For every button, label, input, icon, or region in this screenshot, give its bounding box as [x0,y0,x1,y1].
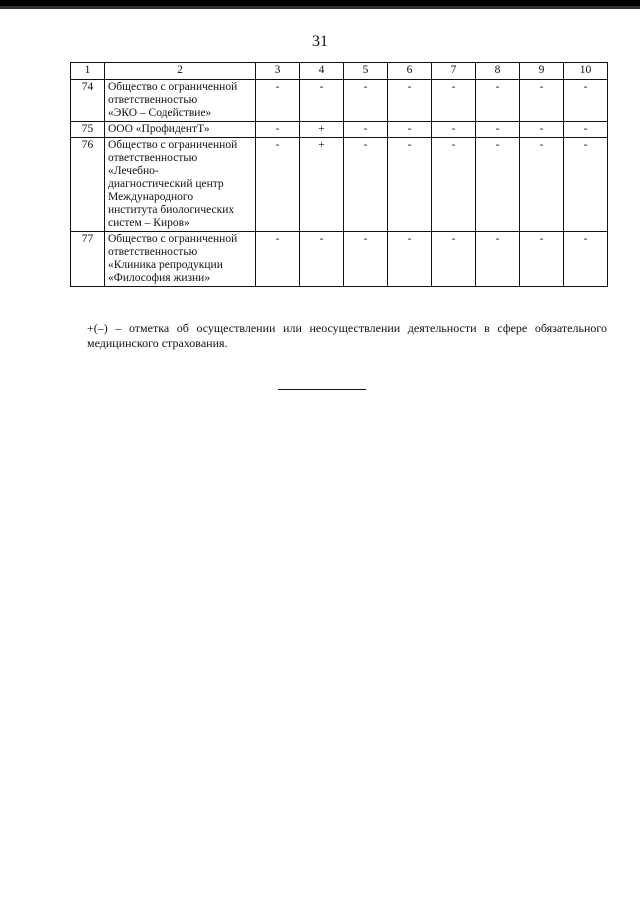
column-header: 9 [520,63,564,80]
column-header: 10 [564,63,608,80]
activity-mark: - [432,232,476,287]
column-header: 6 [388,63,432,80]
column-header: 3 [256,63,300,80]
column-header: 5 [344,63,388,80]
activity-mark: - [300,232,344,287]
activity-mark: - [520,122,564,138]
organization-name: ООО «ПрофидентТ» [105,122,256,138]
activity-mark: - [476,138,520,232]
activity-mark: - [388,138,432,232]
activity-mark: - [564,138,608,232]
row-number: 76 [71,138,105,232]
footnote: +(–) – отметка об осуществлении или неосуществлении деятельности в сфере обязательного медицинского страхования. [87,321,607,350]
column-header: 4 [300,63,344,80]
activity-mark: + [300,122,344,138]
activity-mark: - [432,80,476,122]
activity-mark: - [256,122,300,138]
activity-mark: - [256,80,300,122]
activity-mark: - [432,138,476,232]
activity-mark: - [388,80,432,122]
activity-mark: - [476,80,520,122]
activity-mark: - [564,80,608,122]
activity-mark: - [520,138,564,232]
table-row [71,138,608,232]
table-row [71,122,608,138]
column-header: 8 [476,63,520,80]
activity-mark: - [432,122,476,138]
activity-mark: - [300,80,344,122]
row-number: 77 [71,232,105,287]
column-header: 2 [105,63,256,80]
organization-name: Общество с ограниченной ответственностью «ЭКО – Содействие» [105,80,256,122]
activity-mark: - [476,122,520,138]
activity-mark: - [388,232,432,287]
top-border-rule [0,0,640,12]
column-header: 1 [71,63,105,80]
activity-mark: - [564,122,608,138]
registry-table [70,62,608,287]
activity-mark: - [476,232,520,287]
activity-mark: + [300,138,344,232]
activity-mark: - [388,122,432,138]
row-number: 75 [71,122,105,138]
organization-name: Общество с ограниченной ответственностью «Лечебно- диагностический центр Международного института биологических систем – Киров» [105,138,256,232]
organization-name: Общество с ограниченной ответственностью «Клиника репродукции «Философия жизни» [105,232,256,287]
table-row [71,232,608,287]
activity-mark: - [564,232,608,287]
row-number: 74 [71,80,105,122]
activity-mark: - [344,122,388,138]
column-header: 7 [432,63,476,80]
activity-mark: - [256,232,300,287]
activity-mark: - [344,80,388,122]
table-row [71,80,608,122]
activity-mark: - [344,138,388,232]
activity-mark: - [520,80,564,122]
activity-mark: - [344,232,388,287]
activity-mark: - [256,138,300,232]
table-header-row [71,63,608,80]
end-separator-line [278,389,366,390]
page-number: 31 [312,33,328,50]
activity-mark: - [520,232,564,287]
